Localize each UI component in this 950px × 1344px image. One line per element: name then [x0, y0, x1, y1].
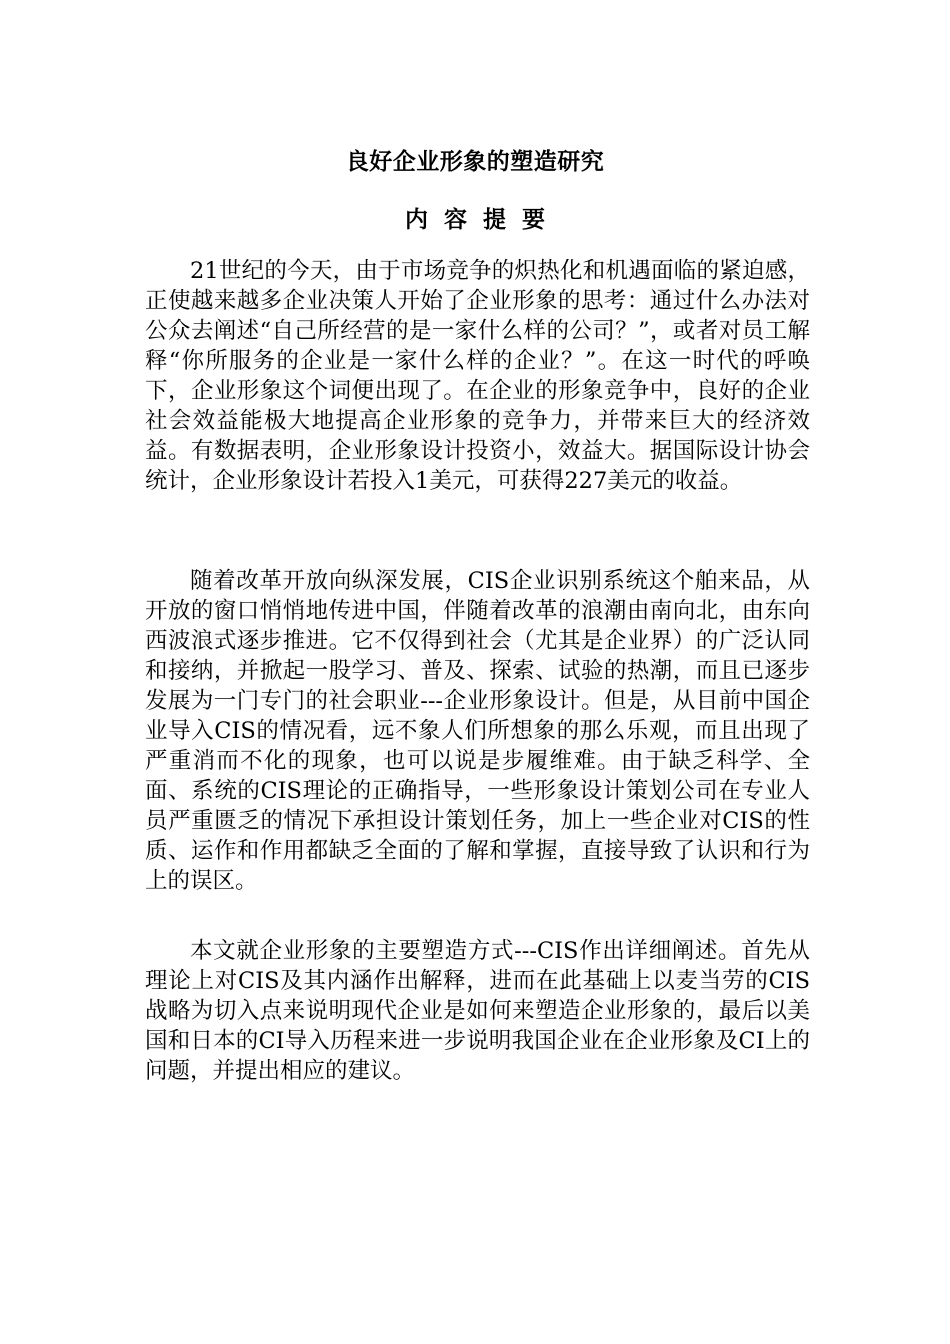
paragraph-text: 21世纪的今天，由于市场竞争的炽热化和机遇面临的紧迫感，正使越来越多企业决策人开始了企业形象的思考：通过什么办法对公众去阐述“自己所经营的是一家什么样的公司？”，或者对员工解释“你所服务的企业是一家什么样的企业？”。在这一时代的呼唤下，企业形象这个词便出现了。在企业的形象竞争中，良好的企业社会效益能极大地提高企业形象的竞争力，并带来巨大的经济效益。有数据表明，企业形象设计投资小，效益大。据国际设计协会统计，企业形象设计若投入1美元，可获得227美元的收益。 [145, 258, 810, 494]
abstract-paragraph-2 [145, 566, 810, 896]
abstract-paragraph-1 [145, 256, 810, 496]
paragraph-text: 本文就企业形象的主要塑造方式---CIS作出详细阐述。首先从理论上对CIS及其内涵作出解释，进而在此基础上以麦当劳的CIS战略为切入点来说明现代企业是如何来塑造企业形象的，最后以美国和日本的CI导入历程来进一步说明我国企业在企业形象及CI上的问题，并提出相应的建议。 [145, 938, 810, 1084]
paragraph-text: 随着改革开放向纵深发展，CIS企业识别系统这个舶来品，从开放的窗口悄悄地传进中国，伴随着改革的浪潮由南向北，由东向西波浪式逐步推进。它不仅得到社会（尤其是企业界）的广泛认同和接纳，并掀起一股学习、普及、探索、试验的热潮，而且已逐步发展为一门专门的社会职业---企业形象设计。但是，从目前中国企业导入CIS的情况看，远不象人们所想象的那么乐观，而且出现了严重消而不化的现象，也可以说是步履维难。由于缺乏科学、全面、系统的CIS理论的正确指导，一些形象设计策划公司在专业人员严重匮乏的情况下承担设计策划任务，加上一些企业对CIS的性质、运作和作用都缺乏全面的了解和掌握，直接导致了认识和行为上的误区。 [145, 568, 810, 894]
document-title: 良好企业形象的塑造研究 [345, 149, 605, 175]
section-heading: 内容提要 [405, 207, 561, 233]
abstract-paragraph-3 [145, 936, 810, 1086]
